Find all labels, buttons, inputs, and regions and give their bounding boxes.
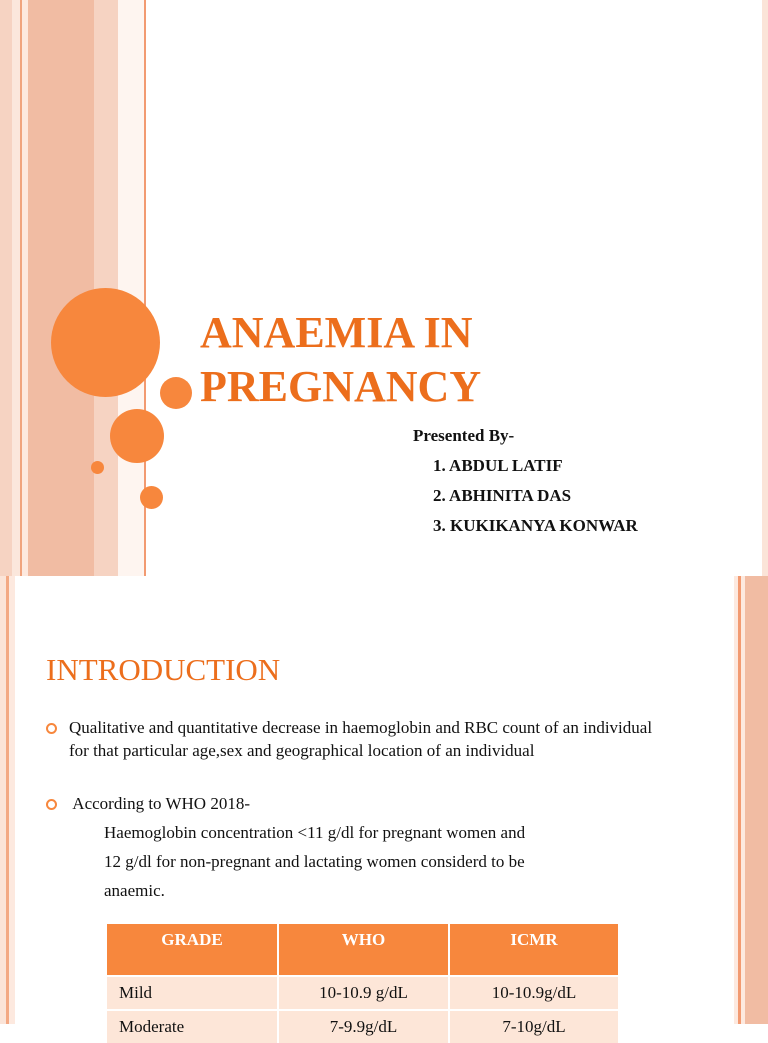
- presenter-item: 3. KUKIKANYA KONWAR: [433, 516, 638, 535]
- table-cell: 7-9.9g/dL: [278, 1010, 449, 1043]
- title-line-1: ANAEMIA IN: [200, 308, 473, 357]
- decorative-stripe: [28, 0, 94, 576]
- decorative-circle: [160, 377, 192, 409]
- decorative-stripe: [12, 0, 20, 576]
- decorative-circle: [91, 461, 104, 474]
- presenter-list: [433, 452, 638, 542]
- decorative-stripe: [9, 576, 15, 1024]
- decorative-circle: [51, 288, 160, 397]
- sub-text-line: 12 g/dl for non-pregnant and lactating women considerd to be: [104, 852, 525, 871]
- bullet-circle-icon: [46, 723, 57, 734]
- sub-text-line: Haemoglobin concentration <11 g/dl for pregnant women and: [104, 823, 526, 842]
- table-cell: 10-10.9g/dL: [449, 976, 619, 1010]
- decorative-stripe: [0, 0, 12, 576]
- presenter-item: 2. ABHINITA DAS: [433, 486, 572, 505]
- presented-by-label: Presented By-: [413, 426, 515, 445]
- table-header-cell: ICMR: [449, 924, 619, 976]
- table-row: [107, 1010, 619, 1043]
- bullet-item: [46, 716, 666, 762]
- table-cell: 7-10g/dL: [449, 1010, 619, 1043]
- bullet-circle-icon: [46, 799, 57, 810]
- table-header-cell: WHO: [278, 924, 449, 976]
- bullet-item: [46, 792, 666, 815]
- table-header-cell: GRADE: [107, 924, 278, 976]
- table-header-row: [107, 924, 619, 976]
- title-line-2: PREGNANCY: [200, 362, 482, 411]
- table-cell: 10-10.9 g/dL: [278, 976, 449, 1010]
- decorative-circle: [140, 486, 163, 509]
- decorative-stripe: [118, 0, 144, 576]
- slide-title: [200, 306, 481, 414]
- slide-title: INTRODUCTION: [46, 652, 281, 687]
- presenter-item: 1. ABDUL LATIF: [433, 456, 563, 475]
- table-cell: Moderate: [107, 1010, 278, 1043]
- table-cell: Mild: [107, 976, 278, 1010]
- table-row: [107, 976, 619, 1010]
- sub-text-line: anaemic.: [104, 881, 165, 900]
- decorative-stripe: [762, 0, 768, 576]
- anaemia-grade-table: [107, 924, 620, 1043]
- decorative-circle: [110, 409, 164, 463]
- bullet-text: Qualitative and quantitative decrease in haemoglobin and RBC count of an individual for that particular age,sex and geographical location of an individual: [69, 718, 653, 760]
- decorative-stripe: [745, 576, 768, 1024]
- bullet-text: According to WHO 2018-: [69, 794, 250, 813]
